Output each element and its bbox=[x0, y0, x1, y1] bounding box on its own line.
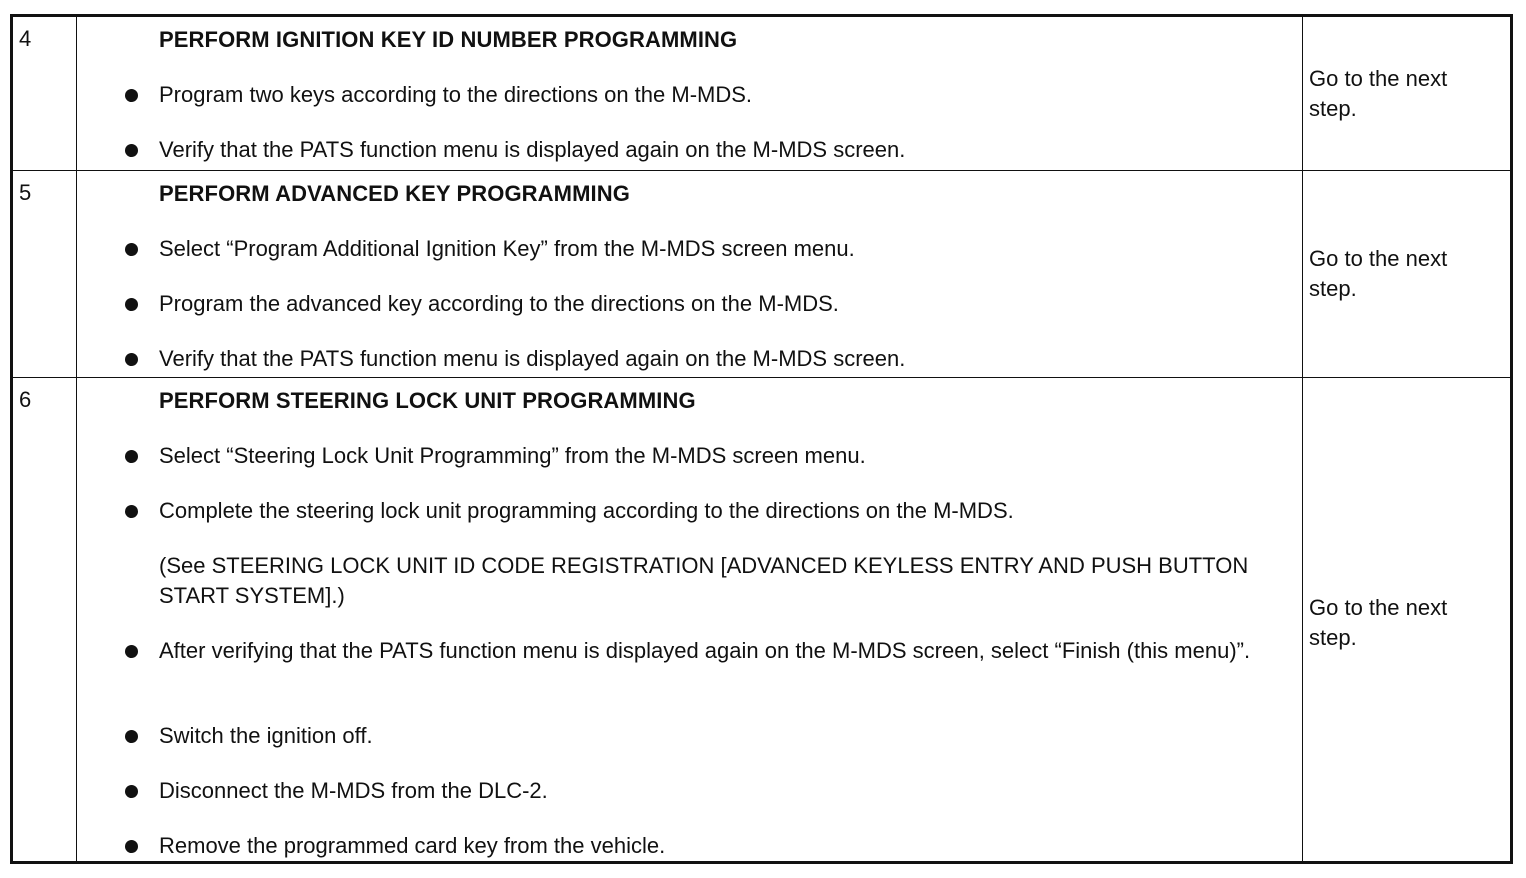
step-heading: PERFORM ADVANCED KEY PROGRAMMING bbox=[159, 181, 630, 206]
step-result: Go to the next step. bbox=[1309, 246, 1448, 301]
step-instruction: Select “Program Additional Ignition Key” from the M-MDS screen menu. bbox=[159, 236, 855, 261]
step-heading: PERFORM IGNITION KEY ID NUMBER PROGRAMMING bbox=[159, 27, 738, 52]
step-result: Go to the next step. bbox=[1309, 595, 1448, 650]
step-action-cell bbox=[77, 17, 1303, 170]
step-instruction: Remove the programmed card key from the vehicle. bbox=[159, 833, 666, 858]
step-instruction: Select “Steering Lock Unit Programming” from the M-MDS screen menu. bbox=[159, 443, 866, 468]
step-instruction: Program two keys according to the directions on the M-MDS. bbox=[159, 82, 753, 107]
step-action-cell bbox=[77, 171, 1303, 377]
step-number-cell bbox=[13, 17, 77, 170]
bullet-dot bbox=[125, 785, 138, 798]
step-instruction: Complete the steering lock unit programming according to the directions on the M-MDS. bbox=[159, 498, 1014, 523]
step-instruction: Program the advanced key according to the directions on the M-MDS. bbox=[159, 291, 839, 316]
bullet-dot bbox=[125, 840, 138, 853]
step-result-cell bbox=[1303, 17, 1510, 170]
step-row-4 bbox=[13, 17, 1510, 171]
step-number: 5 bbox=[19, 180, 32, 205]
step-number-cell bbox=[13, 378, 77, 861]
step-instruction: Verify that the PATS function menu is displayed again on the M-MDS screen. bbox=[159, 137, 906, 162]
bullet-dot bbox=[125, 144, 138, 157]
step-reference-note: (See STEERING LOCK UNIT ID CODE REGISTRATION [ADVANCED KEYLESS ENTRY AND PUSH BUTTON START SYSTEM].) bbox=[159, 553, 1249, 608]
bullet-dot bbox=[125, 450, 138, 463]
step-result-cell bbox=[1303, 171, 1510, 377]
step-number: 6 bbox=[19, 387, 32, 412]
step-result-cell bbox=[1303, 378, 1510, 861]
bullet-dot bbox=[125, 243, 138, 256]
procedure-table bbox=[10, 14, 1513, 864]
step-row-5 bbox=[13, 171, 1510, 378]
step-heading: PERFORM STEERING LOCK UNIT PROGRAMMING bbox=[159, 388, 696, 413]
bullet-dot bbox=[125, 353, 138, 366]
step-number-cell bbox=[13, 171, 77, 377]
step-result: Go to the next step. bbox=[1309, 66, 1448, 121]
bullet-dot bbox=[125, 645, 138, 658]
bullet-dot bbox=[125, 298, 138, 311]
step-action-cell bbox=[77, 378, 1303, 861]
step-instruction: Disconnect the M-MDS from the DLC-2. bbox=[159, 778, 548, 803]
bullet-dot bbox=[125, 505, 138, 518]
step-instruction: Switch the ignition off. bbox=[159, 723, 373, 748]
step-instruction: After verifying that the PATS function menu is displayed again on the M-MDS screen, select “Finish (this menu)”. bbox=[159, 638, 1251, 663]
step-instruction: Verify that the PATS function menu is displayed again on the M-MDS screen. bbox=[159, 346, 906, 371]
step-number: 4 bbox=[19, 26, 32, 51]
bullet-dot bbox=[125, 730, 138, 743]
bullet-dot bbox=[125, 89, 138, 102]
step-row-6 bbox=[13, 378, 1510, 861]
